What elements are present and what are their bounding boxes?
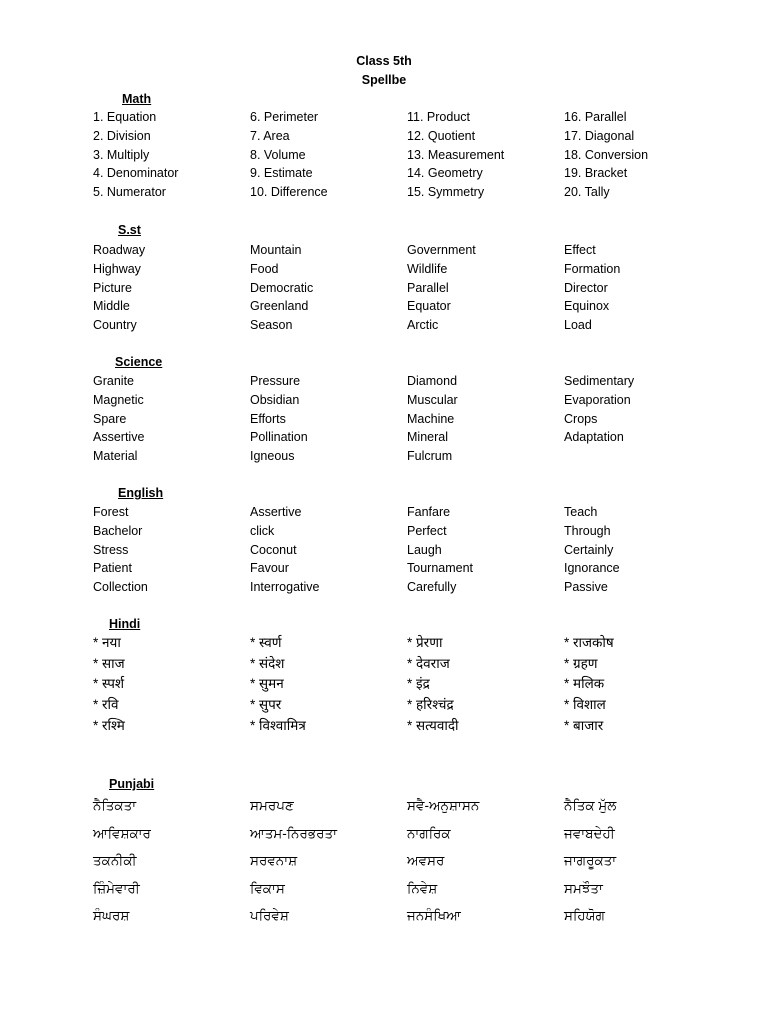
spelling-word: Collection: [93, 580, 148, 595]
spelling-word: Roadway: [93, 243, 146, 257]
spelling-word: ਨੈਤਿਕਤਾ: [93, 798, 137, 813]
spelling-word: Government: [407, 243, 476, 257]
spelling-word: Teach: [564, 505, 598, 519]
spelling-word: * प्रेरणा: [407, 635, 443, 650]
spelling-word: * संदेश: [250, 655, 285, 671]
spelling-word: Forest: [93, 505, 129, 519]
spelling-word: 13. Measurement: [407, 147, 505, 162]
spelling-word: Efforts: [250, 411, 286, 426]
spelling-word: click: [250, 523, 275, 538]
section-title-science: Science: [115, 355, 163, 369]
spelling-word: Coconut: [250, 542, 297, 557]
spelling-word: ਆਤਮ-ਨਿਰਭਰਤਾ: [250, 825, 338, 841]
spelling-word: 1. Equation: [93, 110, 157, 124]
spelling-word: 7. Area: [250, 128, 290, 143]
spelling-word: Stress: [93, 542, 129, 557]
spelling-word: * रवि: [93, 697, 119, 713]
spelling-word: Director: [564, 280, 608, 295]
spelling-word: Through: [564, 523, 611, 538]
spelling-word: Diamond: [407, 374, 458, 388]
spelling-word: Season: [250, 318, 293, 333]
spelling-word: Mineral: [407, 430, 448, 445]
spelling-word: ਜਾਗਰੂਕਤਾ: [564, 853, 617, 868]
spelling-word: Patient: [93, 561, 132, 576]
spelling-word: 8. Volume: [250, 147, 306, 162]
spelling-word: Equinox: [564, 299, 610, 314]
spelling-word: 16. Parallel: [564, 110, 627, 124]
hindi-word-grid: [93, 633, 721, 736]
spelling-word: * सुपर: [250, 697, 282, 713]
spelling-word: ਸਰਵਨਾਸ਼: [250, 853, 298, 868]
spelling-word: * नया: [93, 635, 121, 650]
spelling-word: ਆਵਿਸ਼ਕਾਰ: [93, 825, 151, 841]
spelling-word: Pollination: [250, 430, 308, 445]
spelling-word: Tournament: [407, 561, 474, 576]
spelling-word: Parallel: [407, 280, 449, 295]
spelling-word: * सुमन: [250, 676, 284, 692]
spelling-word: Pressure: [250, 374, 301, 388]
spelling-word: Favour: [250, 561, 289, 576]
spelling-word: Food: [250, 261, 279, 276]
spelling-word: ਤਕਨੀਕੀ: [93, 853, 137, 868]
spelling-word: Obsidian: [250, 392, 300, 407]
spelling-word: * विशाल: [564, 697, 606, 713]
spelling-word: Carefully: [407, 580, 457, 595]
spelling-word: Laugh: [407, 542, 442, 557]
spelling-word: ਜਵਾਬਦੇਹੀ: [564, 825, 615, 841]
section-title-punjabi: Punjabi: [109, 777, 155, 791]
spelling-word: * हरिश्चंद्र: [407, 697, 454, 713]
punjabi-word-grid: [93, 792, 721, 930]
spelling-word: Bachelor: [93, 523, 143, 538]
spelling-word: * सत्यवादी: [407, 717, 459, 733]
spelling-word: Ignorance: [564, 561, 620, 576]
spelling-word: ਨਾਗਰਿਕ: [407, 825, 451, 841]
spelling-word: Picture: [93, 280, 132, 295]
spelling-word: 2. Division: [93, 128, 151, 143]
spelling-word: Igneous: [250, 449, 295, 464]
spelling-word: Load: [564, 318, 592, 333]
spelling-word: Equator: [407, 299, 451, 314]
spelling-word: * बाजार: [564, 717, 604, 733]
spelling-word: * साज: [93, 655, 125, 671]
spelling-word: ਨੈਤਿਕ ਮੁੱਲ: [564, 798, 617, 813]
section-title-english: English: [118, 486, 164, 500]
spelling-word: 9. Estimate: [250, 166, 313, 181]
spelling-word: ਪਰਿਵੇਸ਼: [250, 908, 289, 923]
spelling-word: 19. Bracket: [564, 166, 628, 181]
spelling-word: Fulcrum: [407, 449, 453, 464]
spelling-word: ਜਨਸੰਖਿਆ: [407, 908, 461, 923]
spelling-word: Magnetic: [93, 392, 144, 407]
spelling-word: Country: [93, 318, 137, 333]
spelling-word: ਸੰਘਰਸ਼: [93, 908, 130, 923]
spelling-word: Fanfare: [407, 505, 451, 519]
spelling-word: Middle: [93, 299, 130, 314]
sst-word-grid: [93, 241, 721, 335]
spelling-word: 20. Tally: [564, 185, 610, 200]
spelling-word: * इंद्र: [407, 676, 430, 692]
spelling-word: * स्वर्ण: [250, 635, 282, 650]
spelling-word: Sedimentary: [564, 374, 635, 388]
spelling-word: Assertive: [93, 430, 145, 445]
spelling-word: * स्पर्श: [93, 676, 125, 692]
spelling-word: 4. Denominator: [93, 166, 179, 181]
spelling-word: * विश्वामित्र: [250, 717, 306, 733]
spelling-word: 10. Difference: [250, 185, 328, 200]
spelling-word: Democratic: [250, 280, 314, 295]
spelling-word: Arctic: [407, 318, 439, 333]
spelling-word: 18. Conversion: [564, 147, 649, 162]
spelling-word: 11. Product: [407, 110, 471, 124]
spelling-word: Perfect: [407, 523, 447, 538]
spellbee-heading: Spellbe: [361, 73, 407, 87]
spelling-word: * मलिक: [564, 676, 605, 692]
spelling-word: Granite: [93, 374, 134, 388]
spelling-word: * देवराज: [407, 655, 450, 671]
spelling-word: Passive: [564, 580, 608, 595]
spelling-word: Material: [93, 449, 138, 464]
spelling-word: * रश्मि: [93, 717, 125, 733]
english-word-grid: [93, 503, 721, 597]
section-title-hindi: Hindi: [109, 617, 141, 631]
spelling-word: ਸਮਝੌਤਾ: [564, 880, 603, 896]
spelling-word: ਸਮਰਪਣ: [250, 798, 294, 813]
spelling-word: Wildlife: [407, 261, 448, 276]
spelling-word: Effect: [564, 243, 596, 257]
spelling-word: ਅਵਸਰ: [407, 853, 445, 868]
spelling-word: Machine: [407, 411, 455, 426]
spelling-word: ਸਹਿਯੋਗ: [564, 908, 605, 923]
science-word-grid: [93, 372, 721, 466]
spelling-word: ਨਿਵੇਸ਼: [407, 880, 438, 896]
spelling-word: * राजकोष: [564, 635, 614, 650]
section-title-sst: S.st: [118, 223, 141, 237]
spelling-word: 14. Geometry: [407, 166, 483, 181]
spelling-word: Greenland: [250, 299, 309, 314]
spelling-word: ਵਿਕਾਸ: [250, 880, 285, 896]
spelling-word: 6. Perimeter: [250, 110, 319, 124]
spelling-word: Crops: [564, 411, 598, 426]
spelling-word: Evaporation: [564, 392, 631, 407]
spelling-word: ਜ਼ਿੰਮੇਵਾਰੀ: [93, 880, 140, 896]
spelling-word: Muscular: [407, 392, 458, 407]
spelling-word: 15. Symmetry: [407, 185, 485, 200]
spelling-word: ਸਵੈ-ਅਨੁਸ਼ਾਸਨ: [407, 798, 480, 813]
spelling-word: 12. Quotient: [407, 128, 476, 143]
spelling-word: [564, 447, 721, 466]
spelling-word: 3. Multiply: [93, 147, 150, 162]
spelling-word: * ग्रहण: [564, 655, 598, 671]
spelling-word: 17. Diagonal: [564, 128, 635, 143]
spelling-word: Spare: [93, 411, 127, 426]
spelling-word: Formation: [564, 261, 621, 276]
spelling-word: Adaptation: [564, 430, 624, 445]
math-word-grid: [93, 108, 721, 202]
spelling-word: 5. Numerator: [93, 185, 166, 200]
spelling-word: Interrogative: [250, 580, 320, 595]
spelling-word: Assertive: [250, 505, 302, 519]
spelling-word: Mountain: [250, 243, 302, 257]
class-heading: Class 5th: [356, 54, 412, 68]
section-title-math: Math: [122, 92, 152, 106]
spelling-word: Certainly: [564, 542, 614, 557]
spelling-word: Highway: [93, 261, 141, 276]
